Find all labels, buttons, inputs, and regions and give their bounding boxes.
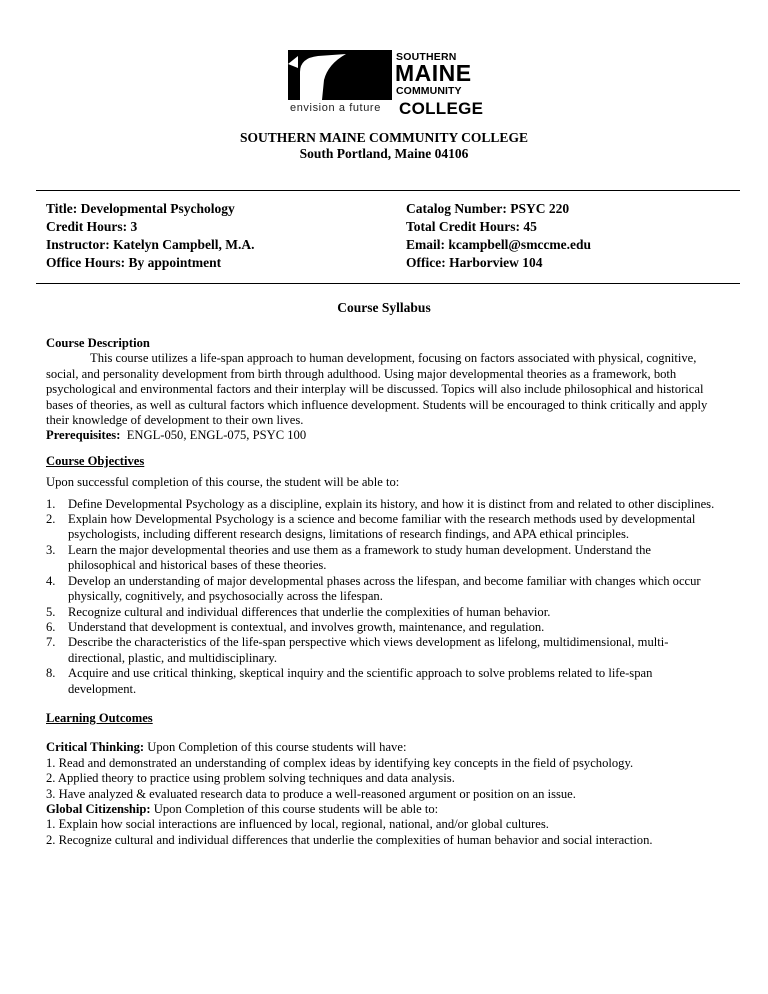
prerequisites-value: ENGL-050, ENGL-075, PSYC 100 bbox=[126, 428, 307, 443]
course-objectives-intro: Upon successful completion of this course, the student will be able to: bbox=[46, 475, 400, 490]
bottom-divider bbox=[36, 283, 740, 284]
objective-number: 1. bbox=[46, 496, 56, 511]
objective-item bbox=[46, 543, 718, 574]
global-citizenship-item: 2. Recognize cultural and individual differences that underlie the complexities of human behavior and social interaction. bbox=[46, 832, 653, 847]
objective-text: Define Developmental Psychology as a discipline, explain its history, and how it is distinct from and related to other disciplines. bbox=[68, 496, 715, 511]
office-location: Office: Harborview 104 bbox=[406, 255, 543, 270]
critical-thinking-label: Critical Thinking: bbox=[46, 740, 145, 755]
course-objectives-list bbox=[46, 497, 718, 697]
objective-number: 7. bbox=[46, 635, 56, 650]
objective-item bbox=[46, 512, 718, 543]
critical-thinking-item: 1. Read and demonstrated an understanding of complex ideas by identifying key concepts in the field of psychology. bbox=[46, 755, 634, 770]
syllabus-body bbox=[46, 336, 718, 848]
logo-tagline: envision a future bbox=[290, 102, 381, 114]
logo-line-college: COLLEGE bbox=[399, 99, 484, 118]
course-description-text: This course utilizes a life-span approach to human development, focusing on factors associated with physical, cognitive, social, and personality development from birth through adulthood. Using major developmental theories as a framework, both psychological and environmental factors and their interplay will be discussed. Topics will also include philosophical and historical bases of theories, as well as cultural factors which influence development. Students will be encouraged to think critically and apply their knowledge of development to their own lives. bbox=[46, 351, 708, 428]
global-citizenship-intro-text: Upon Completion of this course students will be able to: bbox=[150, 801, 439, 816]
total-credit-hours: Total Credit Hours: 45 bbox=[406, 219, 537, 234]
objective-number: 8. bbox=[46, 666, 56, 681]
instructor-email: Email: kcampbell@smccme.edu bbox=[406, 237, 592, 252]
critical-thinking-item: 2. Applied theory to practice using problem solving techniques and data analysis. bbox=[46, 771, 455, 786]
objective-item bbox=[46, 620, 718, 635]
instructor: Instructor: Katelyn Campbell, M.A. bbox=[46, 237, 255, 252]
objective-text: Develop an understanding of major developmental phases across the lifespan, and become familiar with changes which occur physically, cognitively, and psychosocially across the lifespan. bbox=[68, 573, 701, 604]
prerequisites-label: Prerequisites: bbox=[46, 428, 121, 443]
learning-outcomes-heading: Learning Outcomes bbox=[46, 710, 153, 725]
global-citizenship-label: Global Citizenship: bbox=[46, 801, 151, 816]
global-citizenship-list bbox=[46, 817, 718, 848]
course-objectives-heading: Course Objectives bbox=[46, 453, 145, 468]
objective-text: Recognize cultural and individual differences that underlie the complexities of human behavior. bbox=[68, 604, 551, 619]
critical-thinking-list bbox=[46, 756, 718, 802]
objective-text: Understand that development is contextual, and involves growth, maintenance, and regulation. bbox=[68, 619, 545, 634]
logo-line-community: COMMUNITY bbox=[396, 85, 462, 97]
critical-thinking-item: 3. Have analyzed & evaluated research data to produce a well-reasoned argument or position on an issue. bbox=[46, 786, 576, 801]
objective-item bbox=[46, 605, 718, 620]
office-hours: Office Hours: By appointment bbox=[46, 255, 222, 270]
critical-thinking-intro bbox=[46, 740, 718, 755]
objective-number: 4. bbox=[46, 573, 56, 588]
course-info-right bbox=[406, 200, 591, 272]
objective-number: 2. bbox=[46, 512, 56, 527]
top-divider bbox=[36, 190, 740, 191]
logo-line-southern: SOUTHERN bbox=[396, 51, 457, 63]
objective-item bbox=[46, 666, 718, 697]
objective-text: Learn the major developmental theories and use them as a framework to study human development. Understand the philosophical and historical bases of these theories. bbox=[68, 542, 651, 573]
college-logo-mark-icon bbox=[288, 50, 392, 100]
credit-hours: Credit Hours: 3 bbox=[46, 219, 138, 234]
objective-number: 3. bbox=[46, 542, 56, 557]
institution-name: SOUTHERN MAINE COMMUNITY COLLEGE bbox=[240, 130, 528, 145]
objective-text: Acquire and use critical thinking, skeptical inquiry and the scientific approach to solve problems related to life-span development. bbox=[68, 666, 653, 696]
course-description-heading: Course Description bbox=[46, 336, 150, 350]
objective-item bbox=[46, 497, 718, 512]
objective-number: 6. bbox=[46, 619, 56, 634]
global-citizenship-item: 1. Explain how social interactions are influenced by local, regional, national, and/or global cultures. bbox=[46, 817, 549, 832]
objective-item bbox=[46, 635, 718, 666]
prerequisites bbox=[46, 428, 718, 443]
logo-line-maine: MAINE bbox=[395, 60, 472, 86]
global-citizenship-intro bbox=[46, 802, 718, 817]
institution-location: South Portland, Maine 04106 bbox=[299, 146, 469, 161]
college-logo bbox=[288, 50, 484, 120]
objective-item bbox=[46, 574, 718, 605]
catalog-number: Catalog Number: PSYC 220 bbox=[406, 201, 570, 216]
syllabus-heading: Course Syllabus bbox=[337, 300, 431, 315]
course-title: Title: Developmental Psychology bbox=[46, 201, 235, 216]
critical-thinking-intro-text: Upon Completion of this course students will have: bbox=[147, 740, 407, 755]
course-info-left bbox=[46, 200, 254, 272]
objective-text: Explain how Developmental Psychology is a science and become familiar with the research methods used by developmental psychologists, including different research designs, limitations of research findings, and APA ethical principles. bbox=[68, 512, 696, 542]
objective-text: Describe the characteristics of the life-span perspective which views development as lifelong, multidimensional, multi-directional, plastic, and multidisciplinary. bbox=[68, 635, 669, 665]
objective-number: 5. bbox=[46, 604, 56, 619]
